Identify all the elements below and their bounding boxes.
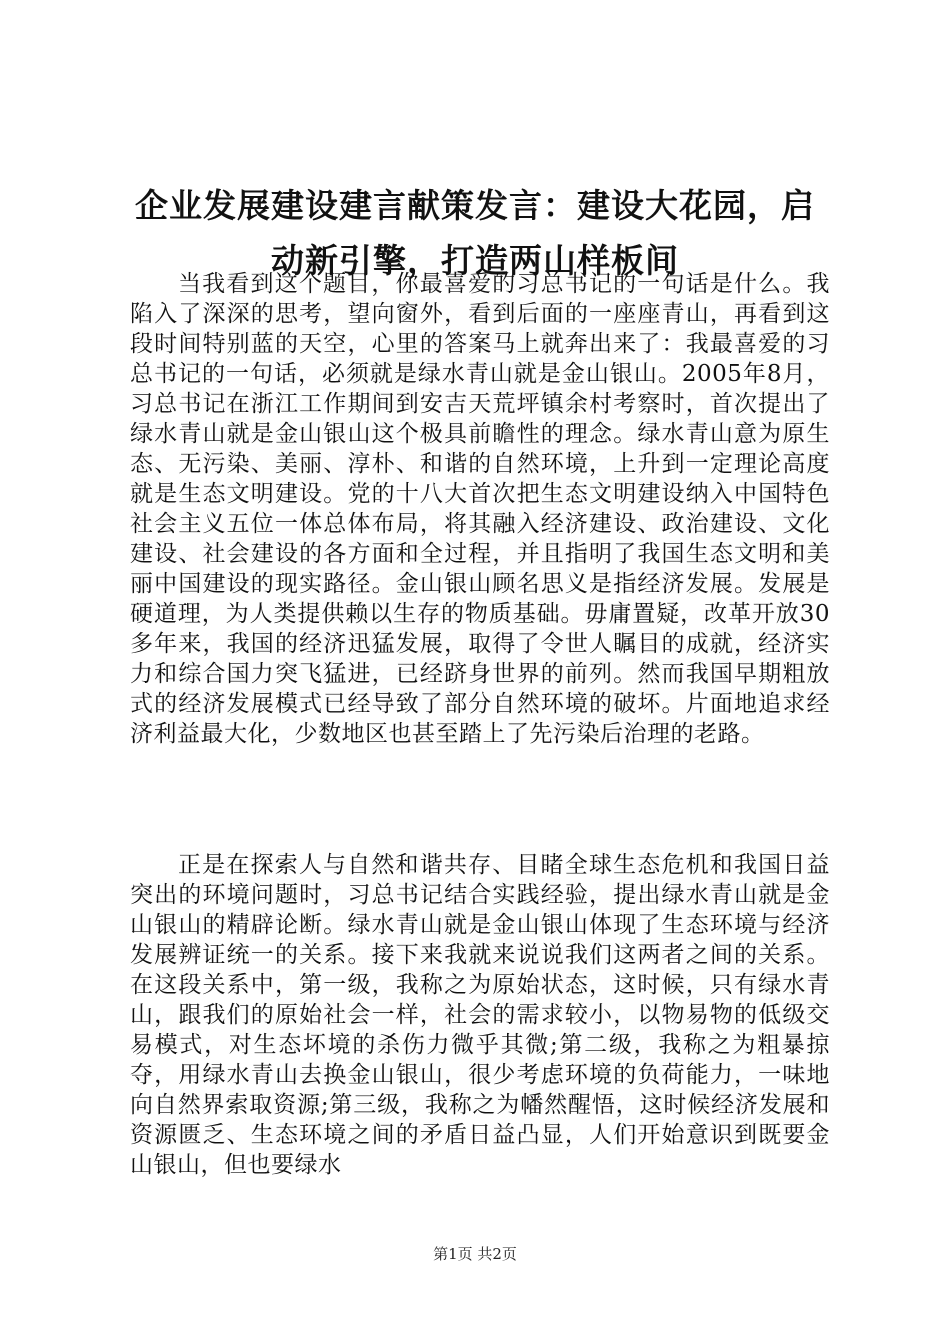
page-number-footer: 第1页 共2页 [433, 1245, 517, 1263]
title-line-1: 企业发展建设建言献策发言：建设大花园，启 [135, 186, 815, 225]
title-line-2: 动新引擎，打造两山样板间 [271, 241, 679, 280]
body-paragraph-1: 当我看到这个题目，你最喜爱的习总书记的一句话是什么。我陷入了深深的思考，望向窗外，看到后面的一座座青山，再看到这段时间特别蓝的天空，心里的答案马上就奔出来了：我最喜爱的习总书记的一句话，必须就是绿水青山就是金山银山。2005年8月，习总书记在浙江工作期间到安吉天荒坪镇余村考察时，首次提出了绿水青山就是金山银山这个极具前瞻性的理念。绿水青山意为原生态、无污染、美丽、淳朴、和谐的自然环境，上升到一定理论高度就是生态文明建设。党的十八大首次把生态文明建设纳入中国特色社会主义五位一体总体布局，将其融入经济建设、政治建设、文化建设、社会建设的各方面和全过程，并且指明了我国生态文明和美丽中国建设的现实路径。金山银山顾名思义是指经济发展。发展是硬道理，为人类提供赖以生存的物质基础。毋庸置疑，改革开放30多年来，我国的经济迅猛发展，取得了令世人瞩目的成就，经济实力和综合国力突飞猛进，已经跻身世界的前列。然而我国早期粗放式的经济发展模式已经导致了部分自然环境的破坏。片面地追求经济利益最大化，少数地区也甚至踏上了先污染后治理的老路。 [130, 271, 830, 747]
body-paragraph-2: 正是在探索人与自然和谐共存、目睹全球生态危机和我国日益突出的环境问题时，习总书记结合实践经验，提出绿水青山就是金山银山的精辟论断。绿水青山就是金山银山体现了生态环境与经济发展辨证统一的关系。接下来我就来说说我们这两者之间的关系。在这段关系中，第一级，我称之为原始状态，这时候，只有绿水青山，跟我们的原始社会一样，社会的需求较小，以物易物的低级交易模式，对生态坏境的杀伤力微乎其微;第二级，我称之为粗暴掠夺，用绿水青山去换金山银山，很少考虑环境的负荷能力，一味地向自然界索取资源;第三级，我称之为幡然醒悟，这时候经济发展和资源匮乏、生态环境之间的矛盾日益凸显，人们开始意识到既要金山银山，但也要绿水 [130, 852, 830, 1178]
